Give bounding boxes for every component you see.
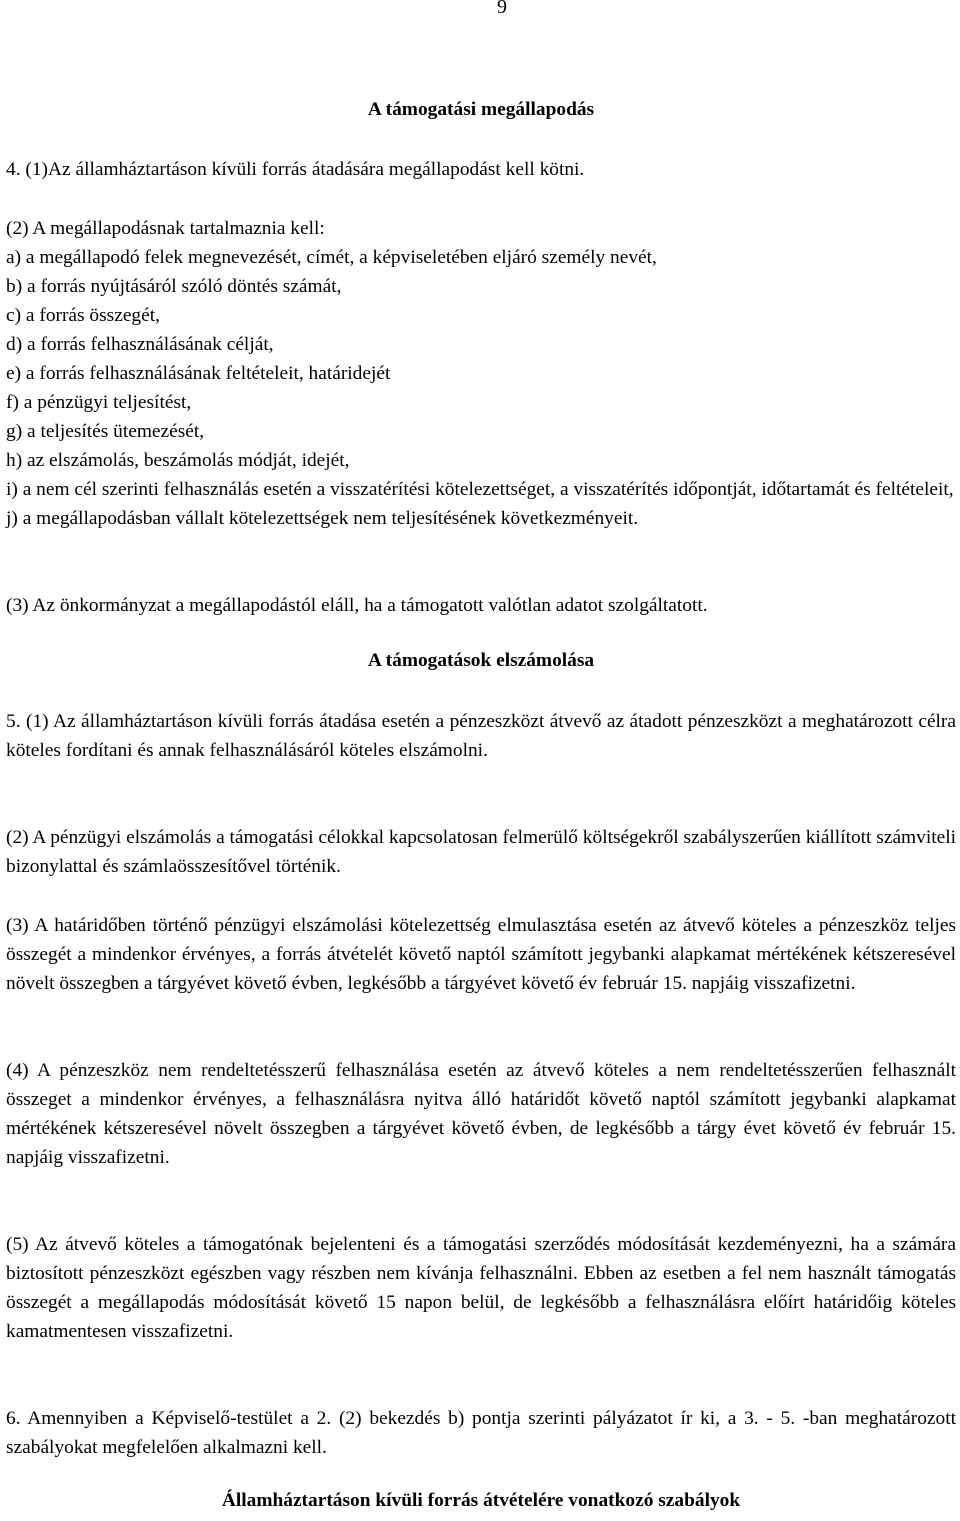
list-item: b) a forrás nyújtásáról szóló döntés számát,: [6, 276, 342, 297]
list-item: f) a pénzügyi teljesítést,: [6, 392, 192, 413]
section-heading-agreement: A támogatási megállapodás: [367, 99, 595, 120]
list-item: c) a forrás összegét,: [6, 305, 160, 326]
list-item: h) az elszámolás, beszámolás módját, idejét,: [6, 450, 350, 471]
list-item: e) a forrás felhasználásának feltételeit, határidejét: [6, 363, 391, 384]
list-item: g) a teljesítés ütemezését,: [6, 421, 205, 442]
paragraph-5-5: (5) Az átvevő köteles a támogatónak bejelenteni és a támogatási szerződés módosítását kezdeményezni, ha a számára biztosított pénzeszközt egészben vagy részben nem kívánja felhasználni. Ebben az esetben a fel nem használt támogatás összegét a megállapodás módosítását követő 15 napon belül, de legkésőbb a felhasználásra előírt határidőig köteles kamatmentesen visszafizetni.: [6, 1234, 956, 1342]
paragraph-4-2-intro: (2) A megállapodásnak tartalmaznia kell:: [6, 218, 325, 239]
paragraph-4-1: 4. (1)Az államháztartáson kívüli forrás átadására megállapodást kell kötni.: [6, 159, 585, 180]
paragraph-5-1: 5. (1) Az államháztartáson kívüli forrás átadása esetén a pénzeszközt átvevő az átadott pénzeszközt a meghatározott célra köteles fordítani és annak felhasználásáról köteles elszámolni.: [6, 711, 956, 761]
section-heading-receiving-rules: Államháztartáson kívüli forrás átvételére vonatkozó szabályok: [221, 1490, 741, 1511]
paragraph-4-2: [6, 214, 956, 533]
paragraph-5-4: (4) A pénzeszköz nem rendeltetésszerű felhasználása esetén az átvevő köteles a nem rendeltetésszerűen felhasznált összeget a mindenkor érvényes, a felhasználásra nyitva álló határidőt követő naptól számított jegybanki alapkamat mértékének kétszeresével növelt összegben a tárgyévet követő évben, de legkésőbb a tárgy évet követő év február 15. napjáig visszafizetni.: [6, 1060, 956, 1168]
list-item: i) a nem cél szerinti felhasználás esetén a visszatérítési kötelezettséget, a visszatérítés időpontját, időtartamát és feltételeit,: [6, 479, 954, 500]
paragraph-4-3: (3) Az önkormányzat a megállapodástól eláll, ha a támogatott valótlan adatot szolgáltatott.: [6, 595, 708, 616]
list-item: j) a megállapodásban vállalt kötelezettségek nem teljesítésének következményeit.: [6, 508, 639, 529]
page-number: 9: [497, 0, 507, 18]
list-item: d) a forrás felhasználásának célját,: [6, 334, 274, 355]
list-item: a) a megállapodó felek megnevezését, címét, a képviseletében eljáró személy nevét,: [6, 247, 657, 268]
paragraph-5-2: (2) A pénzügyi elszámolás a támogatási célokkal kapcsolatosan felmerülő költségekről szabályszerűen kiállított számviteli bizonylattal és számlaösszesítővel történik.: [6, 827, 956, 877]
paragraph-5-3: (3) A határidőben történő pénzügyi elszámolási kötelezettség elmulasztása esetén az átvevő köteles a pénzeszköz teljes összegét a mindenkor érvényes, a forrás átvételét követő naptól számított jegybanki alapkamat mértékének kétszeresével növelt összegben a tárgyévet követő évben, legkésőbb a tárgyévet követő év február 15. napjáig visszafizetni.: [6, 915, 956, 994]
paragraph-6: 6. Amennyiben a Képviselő-testület a 2. (2) bekezdés b) pontja szerinti pályázatot ír ki, a 3. - 5. -ban meghatározott szabályokat megfelelően alkalmazni kell.: [6, 1408, 956, 1458]
section-heading-settlement: A támogatások elszámolása: [367, 650, 595, 671]
